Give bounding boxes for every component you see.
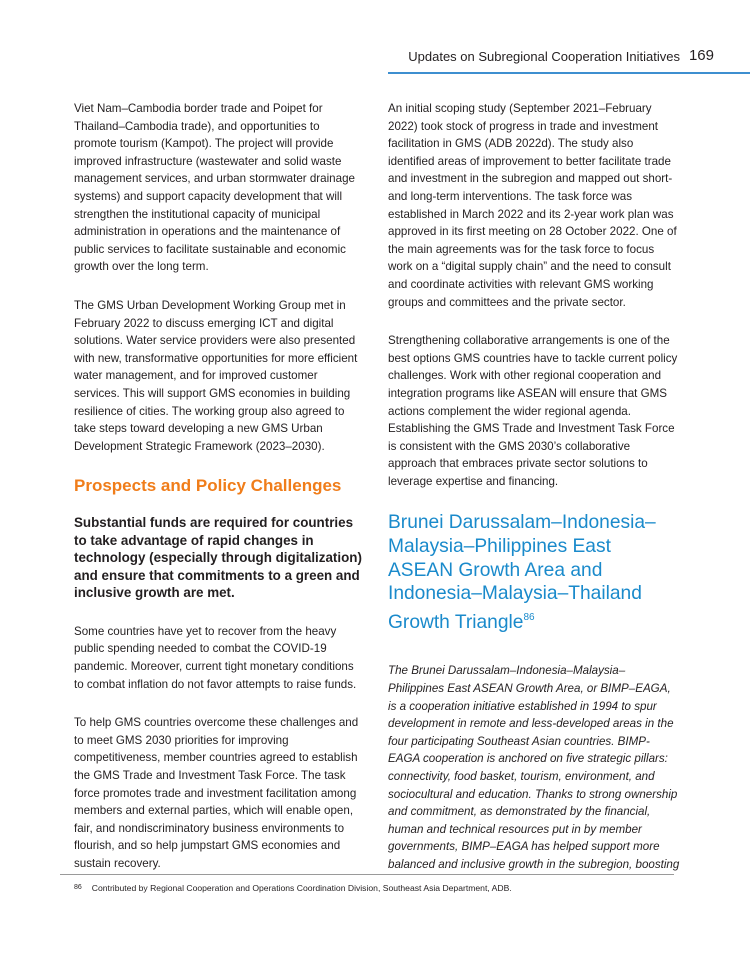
running-title: Updates on Subregional Cooperation Initiatives [408,49,680,64]
page-number: 169 [688,47,714,64]
footnote-rule [60,874,674,875]
left-paragraph-4: To help GMS countries overcome these challenges and to meet GMS 2030 priorities for improving competitiveness, member countries agreed to establish the GMS Trade and Investment Task Force. The task force promotes trade and investment facilitation among members and external parties, which will enable open, fair, and nondiscriminatory business environments to flourish, and so help jumpstart GMS economies and sustain recovery. [74,716,359,870]
right-paragraph-3: The Brunei Darussalam–Indonesia–Malaysia–Philippines East ASEAN Growth Area, or BIMP–EAGA, is a cooperation initiative established in 1994 to spur development in remote and less-developed areas in the four participating Southeast Asian countries. BIMP-EAGA cooperation is anchored on five strategic pillars: connectivity, food basket, tourism, environment, and sociocultural and education. Thanks to strong ownership and commitment, as demonstrated by the financial, human and technical resources put in by member governments, BIMP–EAGA has helped support more balanced and inclusive growth in the subregion, boosting [388,664,680,871]
right-column [388,100,680,895]
header-rule [388,72,750,74]
running-header [0,44,750,72]
footnote [74,883,674,893]
left-paragraph-2: The GMS Urban Development Working Group met in February 2022 to discuss emerging ICT and digital solutions. Water service providers were also presented with new, transformative opportunities for more efficient water management, and for improved customer services. This will support GMS economies in building resilience of cities. The working group also agreed to take steps toward developing a new GMS Urban Development Strategic Framework (2023–2030). [74,298,358,453]
section-heading: Prospects and Policy Challenges [74,476,342,496]
left-paragraph-1: Viet Nam–Cambodia border trade and Poipet for Thailand–Cambodia trade), and opportunities to promote tourism (Kampot). The project will provide improved infrastructure (wastewater and solid waste management services, and urban stormwater drainage systems) and support capacity development that will strengthen the institutional capacity of municipal administration in operations and the maintenance of public services to facilitate sustainable and economic growth over the long term. [74,102,355,274]
lead-paragraph: Substantial funds are required for countries to take advantage of rapid changes in technology (especially through digitalization) and ensure that commitments to a green and inclusive growth are met. [74,515,362,601]
right-paragraph-2: Strengthening collaborative arrangements is one of the best options GMS countries have to tackle current policy challenges. Work with other regional cooperation and integration programs like ASEAN will ensure that GMS actions complement the wider regional agenda. Establishing the GMS Trade and Investment Task Force is consistent with the GMS 2030’s collaborative approach that embraces private sector solutions to leverage expertise and financing. [388,334,678,488]
right-paragraph-1: An initial scoping study (September 2021–February 2022) took stock of progress in trade and investment facilitation in GMS (ADB 2022d). The study also identified areas of improvement to better facilitate trade and investment in the subregion and mapped out short- and long-term interventions. The task force was established in March 2022 and its 2-year work plan was approved in its first meeting on 28 October 2022. One of the main agreements was for the task force to focus work on a “digital supply chain” and the need to consult and coordinate activities with relevant GMS working groups and committees and the private sector. [388,102,677,309]
footnote-reference[interactable]: 86 [523,611,535,623]
footnote-marker: 86 [74,884,82,891]
subsection-heading-text: Brunei Darussalam–Indonesia–Malaysia–Philippines East ASEAN Growth Area and Indonesia–Malaysia–Thailand Growth Triangle [388,512,656,633]
left-column [74,100,364,894]
left-paragraph-3: Some countries have yet to recover from the heavy public spending needed to combat the COVID-19 pandemic. Moreover, current tight monetary conditions to combat inflation do not favor attempts to raise funds. [74,624,357,691]
subsection-heading [388,511,680,634]
footnote-text: Contributed by Regional Cooperation and Operations Coordination Division, Southeast Asia Department, ADB. [91,883,512,893]
